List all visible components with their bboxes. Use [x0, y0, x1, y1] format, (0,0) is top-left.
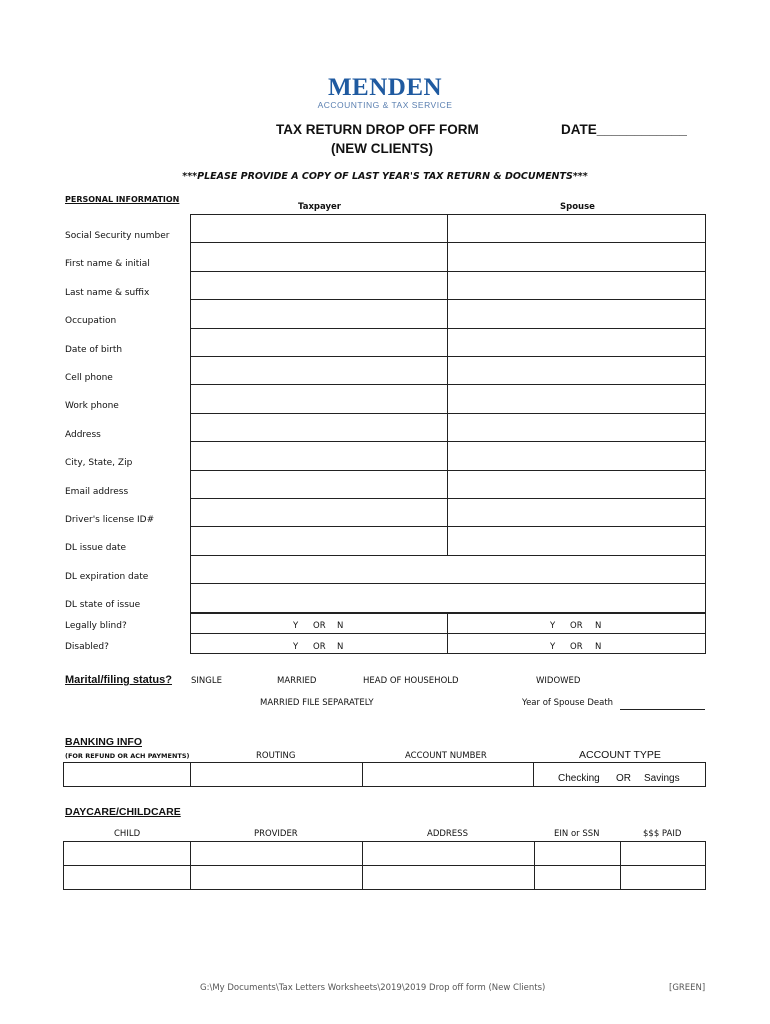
- routing-cell[interactable]: [190, 762, 363, 787]
- spouse-death-year-line[interactable]: [620, 709, 705, 710]
- personal-row-label: Driver's license ID#: [65, 515, 155, 525]
- account-type-column-header: ACCOUNT TYPE: [579, 749, 661, 761]
- account-number-column-header: ACCOUNT NUMBER: [405, 751, 487, 761]
- daycare-row: [64, 866, 706, 890]
- daycare-row: [64, 842, 706, 866]
- spouse-field-cell[interactable]: [447, 413, 706, 442]
- daycare-provider-cell[interactable]: [191, 866, 363, 890]
- banking-subheading: (FOR REFUND OR ACH PAYMENTS): [65, 752, 190, 760]
- taxpayer-field-cell[interactable]: [190, 242, 448, 271]
- daycare-col-provider: PROVIDER: [254, 829, 298, 839]
- personal-row-label: Address: [65, 429, 101, 440]
- personal-row-label: Last name & suffix: [65, 287, 150, 298]
- taxpayer-field-cell[interactable]: [190, 526, 448, 555]
- taxpayer-field-cell[interactable]: [190, 470, 448, 499]
- bank-name-cell[interactable]: [63, 762, 191, 787]
- spouse-blind-or: OR: [570, 621, 583, 631]
- footer-file-path: G:\My Documents\Tax Letters Worksheets\2019\2019 Drop off form (New Clients): [200, 983, 546, 993]
- shared-field-cell[interactable]: [190, 555, 706, 584]
- daycare-col-ein: EIN or SSN: [554, 829, 600, 839]
- spouse-field-cell[interactable]: [447, 498, 706, 527]
- personal-row-label: DL state of issue: [65, 600, 141, 611]
- form-title: TAX RETURN DROP OFF FORM: [276, 122, 479, 137]
- spouse-blind-yes[interactable]: Y: [550, 621, 556, 631]
- date-field[interactable]: DATE____________: [561, 122, 687, 137]
- personal-row-label: First name & initial: [65, 259, 150, 270]
- spouse-field-cell[interactable]: [447, 441, 706, 470]
- taxpayer-disabled-or: OR: [313, 642, 326, 652]
- taxpayer-disabled-yes[interactable]: Y: [293, 642, 299, 652]
- footer-tag: [GREEN]: [669, 983, 706, 993]
- spouse-field-cell[interactable]: [447, 356, 706, 385]
- notice-text: ***PLEASE PROVIDE A COPY OF LAST YEAR'S TAX RETURN & DOCUMENTS***: [182, 171, 588, 182]
- account-type-savings[interactable]: Savings: [644, 773, 680, 784]
- personal-row-label: DL expiration date: [65, 571, 149, 582]
- spouse-disabled-yes[interactable]: Y: [550, 642, 556, 652]
- banking-heading: BANKING INFO: [65, 736, 142, 748]
- taxpayer-field-cell[interactable]: [190, 384, 448, 413]
- status-head-of-household[interactable]: HEAD OF HOUSEHOLD: [363, 676, 459, 686]
- daycare-ein-cell[interactable]: [535, 866, 621, 890]
- spouse-field-cell[interactable]: [447, 242, 706, 271]
- personal-row-label: Email address: [65, 486, 129, 497]
- personal-row-label: City, State, Zip: [65, 458, 133, 469]
- spouse-field-cell[interactable]: [447, 384, 706, 413]
- taxpayer-column-header: Taxpayer: [298, 202, 341, 212]
- spouse-blind-no[interactable]: N: [595, 621, 602, 631]
- daycare-table: [63, 841, 706, 890]
- taxpayer-field-cell[interactable]: [190, 356, 448, 385]
- taxpayer-field-cell[interactable]: [190, 271, 448, 300]
- daycare-col-paid: $$$ PAID: [643, 829, 682, 839]
- taxpayer-field-cell[interactable]: [190, 299, 448, 328]
- account-type-or: OR: [616, 773, 631, 784]
- spouse-field-cell[interactable]: [447, 214, 706, 243]
- spouse-death-year-label: Year of Spouse Death: [522, 698, 614, 708]
- taxpayer-blind-no[interactable]: N: [337, 621, 344, 631]
- taxpayer-field-cell[interactable]: [190, 441, 448, 470]
- daycare-col-child: CHILD: [114, 829, 141, 839]
- daycare-child-cell[interactable]: [64, 866, 191, 890]
- status-single[interactable]: SINGLE: [191, 676, 222, 686]
- spouse-disabled-no[interactable]: N: [595, 642, 602, 652]
- spouse-field-cell[interactable]: [447, 299, 706, 328]
- routing-column-header: ROUTING: [256, 751, 296, 761]
- daycare-ein-cell[interactable]: [535, 842, 621, 866]
- spouse-column-header: Spouse: [560, 202, 595, 212]
- daycare-address-cell[interactable]: [363, 842, 535, 866]
- taxpayer-field-cell[interactable]: [190, 498, 448, 527]
- personal-row-label: Occupation: [65, 316, 117, 327]
- personal-row-label: Work phone: [65, 401, 119, 412]
- spouse-disabled-or: OR: [570, 642, 583, 652]
- daycare-paid-cell[interactable]: [621, 866, 706, 890]
- spouse-field-cell[interactable]: [447, 470, 706, 499]
- spouse-field-cell[interactable]: [447, 271, 706, 300]
- daycare-col-address: ADDRESS: [427, 829, 468, 839]
- form-subtitle: (NEW CLIENTS): [331, 141, 433, 156]
- daycare-child-cell[interactable]: [64, 842, 191, 866]
- disabled-label: Disabled?: [65, 642, 109, 652]
- taxpayer-blind-yes[interactable]: Y: [293, 621, 299, 631]
- status-married-file-separately[interactable]: MARRIED FILE SEPARATELY: [260, 698, 374, 708]
- status-married[interactable]: MARRIED: [277, 676, 317, 686]
- taxpayer-field-cell[interactable]: [190, 413, 448, 442]
- daycare-provider-cell[interactable]: [191, 842, 363, 866]
- daycare-address-cell[interactable]: [363, 866, 535, 890]
- taxpayer-field-cell[interactable]: [190, 328, 448, 357]
- spouse-field-cell[interactable]: [447, 328, 706, 357]
- personal-row-label: Date of birth: [65, 344, 123, 355]
- daycare-heading: DAYCARE/CHILDCARE: [65, 806, 181, 818]
- taxpayer-blind-or: OR: [313, 621, 326, 631]
- personal-row-label: DL issue date: [65, 543, 127, 554]
- taxpayer-field-cell[interactable]: [190, 214, 448, 243]
- account-number-cell[interactable]: [362, 762, 534, 787]
- personal-row-label: Cell phone: [65, 373, 113, 383]
- company-logo-name: MENDEN: [327, 74, 443, 101]
- marital-status-label: Marital/filing status?: [65, 674, 172, 686]
- shared-field-cell[interactable]: [190, 583, 706, 612]
- personal-row-label: Social Security number: [65, 231, 170, 241]
- taxpayer-disabled-no[interactable]: N: [337, 642, 344, 652]
- legally-blind-label: Legally blind?: [65, 621, 127, 631]
- daycare-paid-cell[interactable]: [621, 842, 706, 866]
- account-type-checking[interactable]: Checking: [558, 773, 600, 784]
- spouse-field-cell[interactable]: [447, 526, 706, 555]
- company-logo-subtitle: ACCOUNTING & TAX SERVICE: [317, 100, 453, 110]
- status-widowed[interactable]: WIDOWED: [536, 676, 581, 686]
- personal-info-heading: PERSONAL INFORMATION: [65, 195, 180, 204]
